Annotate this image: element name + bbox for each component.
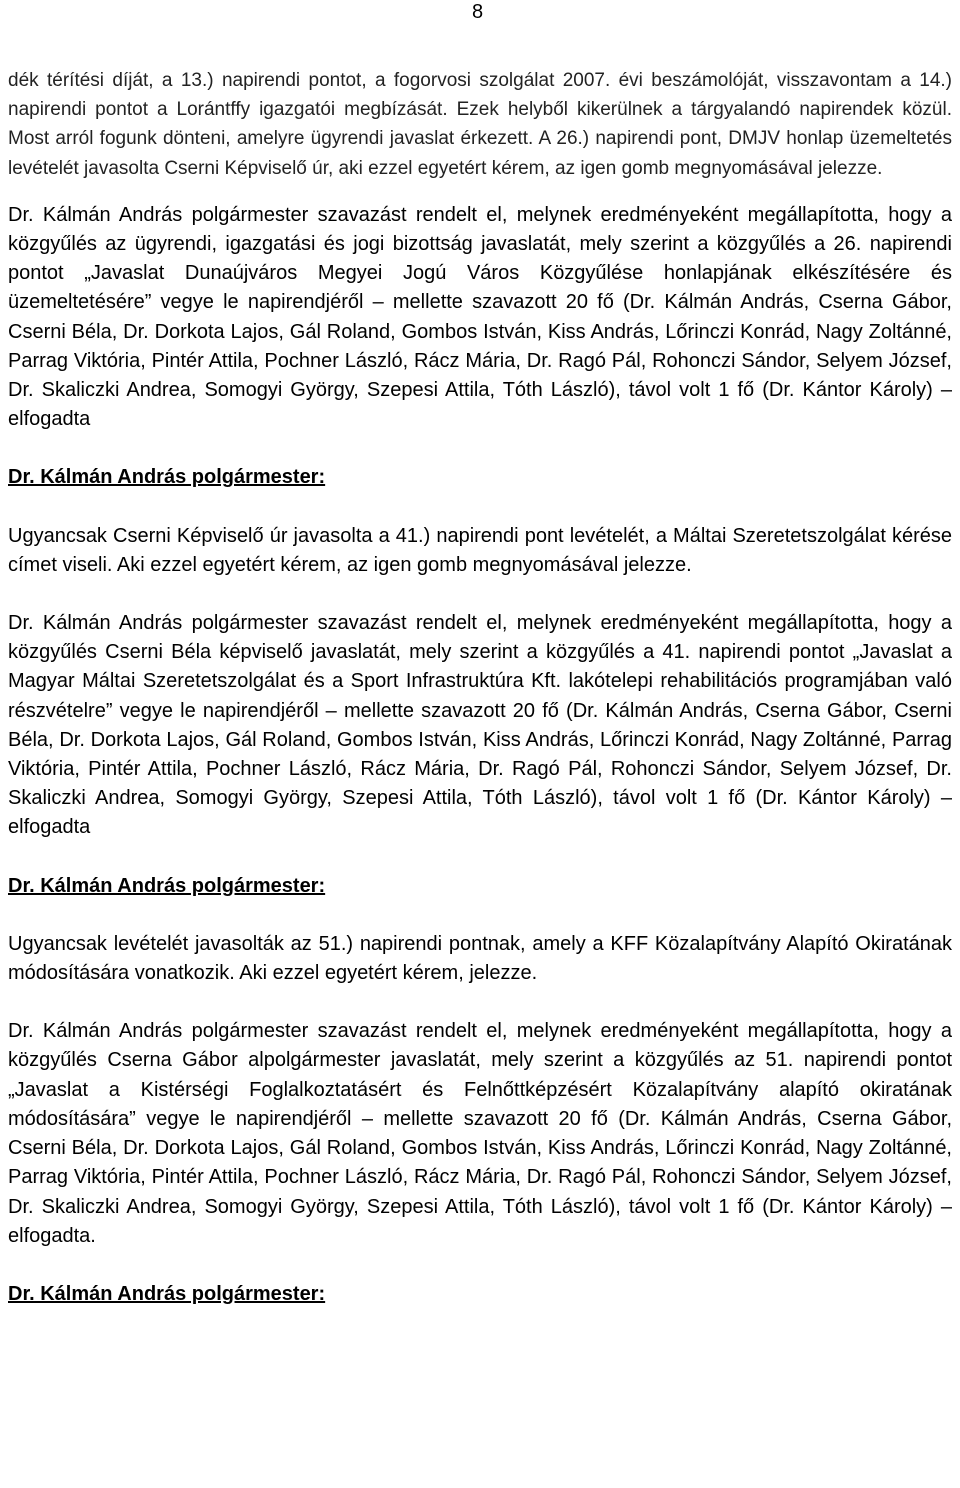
paragraph-vote-result-26: Dr. Kálmán András polgármester szavazást rendelt el, melynek eredményeként megállapította, hogy a közgyűlés az ügyrendi, igazgatási és jogi bizottság javaslatát, mely szerint a közgyűlés a 26. napirendi pontot „Javaslat Dunaújváros Megyei Jogú Város Közgyűlése honlapjának elkészítésére és üzemeltetésére” vegye le napirendjéről – mellette szavazott 20 fő (Dr. Kálmán András, Cserna Gábor, Cserni Béla, Dr. Dorkota Lajos, Gál Roland, Gombos István, Kiss András, Lőrinczi Konrád, Nagy Zoltánné, Parrag Viktória, Pintér Attila, Pochner László, Rácz Mária, Dr. Ragó Pál, Rohonczi Sándor, Selyem József, Dr. Skaliczki Andrea, Somogyi György, Szepesi Attila, Tóth László), távol volt 1 fő (Dr. Kántor Károly) – elfogadta [8, 203, 952, 431]
paragraph-vote-result-51: Dr. Kálmán András polgármester szavazást rendelt el, melynek eredményeként megállapította, hogy a közgyűlés Cserna Gábor alpolgármester javaslatát, mely szerint a közgyűlés az 51. napirendi pontot „Javaslat a Kistérségi Foglalkoztatásért és Felnőttképzésért Közalapítvány alapító okiratának módosítására” vegye le napirendjéről – mellette szavazott 20 fő (Dr. Kálmán András, Cserna Gábor, Cserni Béla, Dr. Dorkota Lajos, Gál Roland, Gombos István, Kiss András, Lőrinczi Konrád, Nagy Zoltánné, Parrag Viktória, Pintér Attila, Pochner László, Rácz Mária, Dr. Ragó Pál, Rohonczi Sándor, Selyem József, Dr. Skaliczki Andrea, Somogyi György, Szepesi Attila, Tóth László), távol volt 1 fő (Dr. Kántor Károly) – elfogadta. [8, 1020, 952, 1247]
paragraph-vote-result-41: Dr. Kálmán András polgármester szavazást rendelt el, melynek eredményeként megállapította, hogy a közgyűlés Cserni Béla képviselő javaslatát, mely szerint a közgyűlés a 41. napirendi pontot „Javaslat a Magyar Máltai Szeretetszolgálat és a Sport Infrastruktúra Kft. lakótelepi rehabilitációs programjában való részvételre” vegye le napirendjéről – mellette szavazott 20 fő (Dr. Kálmán András, Cserna Gábor, Cserni Béla, Dr. Dorkota Lajos, Gál Roland, Gombos István, Kiss András, Lőrinczi Konrád, Nagy Zoltánné, Parrag Viktória, Pintér Attila, Pochner László, Rácz Mária, Dr. Ragó Pál, Rohonczi Sándor, Selyem József, Dr. Skaliczki Andrea, Somogyi György, Szepesi Attila, Tóth László), távol volt 1 fő (Dr. Kántor Károly) – elfogadta [8, 612, 952, 839]
speaker-heading: Dr. Kálmán András polgármester: [8, 466, 326, 489]
speaker-heading: Dr. Kálmán András polgármester: [8, 1282, 326, 1305]
paragraph-agenda-withdrawals: dék térítési díját, a 13.) napirendi pontot, a fogorvosi szolgálat 2007. évi beszámolóját, visszavontam a 14.) napirendi pontot a Lorántffy igazgatói megbízását. Ezek helyből kikerülnek a tárgyalandó napirendek közül. Most arról fogunk dönteni, amelyre ügyrendi javaslat érkezett. A 26.) napirendi pont, DMJV honlap üzemeltetés levételét javasolta Cserni Képviselő úr, aki ezzel egyetért kérem, az igen gomb megnyomásával jelezze. [8, 70, 952, 179]
page-number: 8 [472, 1, 484, 23]
paragraph-proposal-51: Ugyancsak levételét javasolták az 51.) napirendi pontnak, amely a KFF Közalapítvány Alapító Okiratának módosítására vonatkozik. Aki ezzel egyetért kérem, jelezze. [8, 932, 952, 985]
document-body [8, 66, 952, 1309]
speaker-heading: Dr. Kálmán András polgármester: [8, 874, 326, 897]
paragraph-proposal-41: Ugyancsak Cserni Képviselő úr javasolta a 41.) napirendi pont levételét, a Máltai Szeretetszolgálat kérése címet viseli. Aki ezzel egyetért kérem, az igen gomb megnyomásával jelezze. [8, 524, 952, 576]
